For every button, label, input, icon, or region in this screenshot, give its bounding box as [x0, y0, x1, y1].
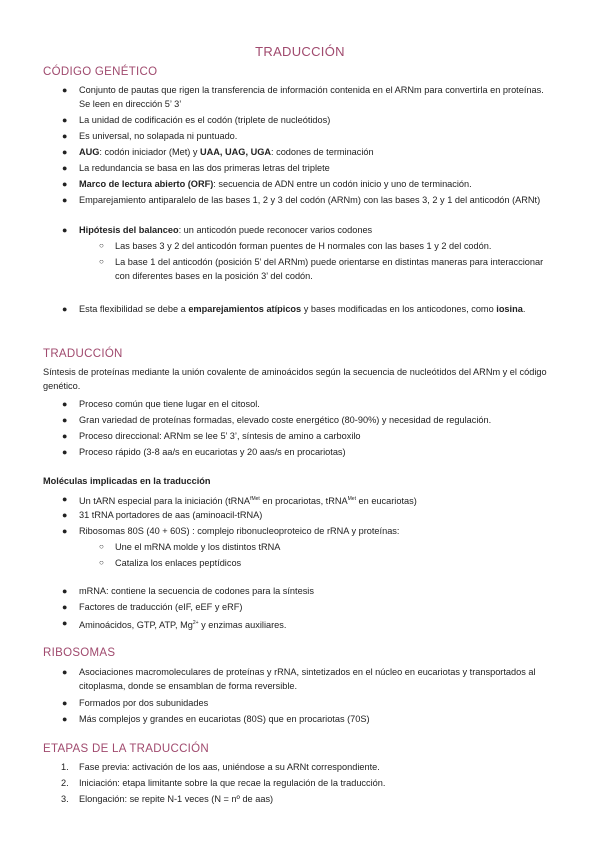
- bullet-icon: ●: [62, 447, 68, 457]
- amino-pre: Aminoácidos, GTP, ATP, Mg: [79, 620, 193, 631]
- bullet-icon: ●: [62, 304, 68, 314]
- heading-ribosomas: RIBOSOMAS: [43, 647, 116, 659]
- bullet-icon: ●: [62, 698, 68, 708]
- stop-text: codones de terminación: [276, 147, 374, 157]
- trna-mid: en procariotas, tRNA: [262, 496, 348, 507]
- amino-sup: 2+: [192, 620, 199, 626]
- codigo-subitem-1: Las bases 3 y 2 del anticodón forman puentes de H normales con las bases 1 y 2 del codón.: [115, 241, 492, 251]
- ribosomas-item-1: Asociaciones macromoleculares de proteínas y rRNA, sintetizados en el núcleo en eucariotas y transportados al citoplasma, donde se ensamblan de forma reversible.: [79, 667, 536, 691]
- heading-etapas: ETAPAS DE LA TRADUCCIÓN: [43, 743, 210, 755]
- aug-label: AUG: [79, 147, 100, 157]
- bullet-icon: ●: [62, 526, 68, 536]
- trna-post: en eucariotas): [358, 496, 417, 507]
- bullet-icon: ●: [62, 85, 68, 95]
- codigo-item-flexibility: [79, 302, 557, 316]
- ribosome-subitem-1: Une el mRNA molde y los distintos tRNA: [115, 542, 281, 552]
- bullet-icon: ●: [62, 494, 68, 504]
- sub-bullet-icon: ○: [99, 241, 104, 250]
- bullet-icon: ●: [62, 179, 68, 189]
- amino-post: y enzimas auxiliares.: [201, 620, 287, 631]
- orf-label: Marco de lectura abierto (ORF): [79, 179, 214, 189]
- etapa-item-3: Elongación: se repite N-1 veces (N = nº de aas): [79, 794, 274, 804]
- etapa-item-2: Iniciación: etapa limitante sobre la que recae la regulación de la traducción.: [79, 778, 386, 788]
- wobble-text: un anticodón puede reconocer varios codones: [183, 225, 373, 235]
- heading-traduccion: TRADUCCIÓN: [43, 348, 123, 360]
- step-number: 1.: [61, 762, 69, 772]
- bullet-icon: ●: [62, 714, 68, 724]
- sub-bullet-icon: ○: [99, 257, 104, 266]
- aug-text: codón iniciador (Met) y: [104, 147, 198, 157]
- traduccion-item-1: Proceso común que tiene lugar en el citosol.: [79, 399, 260, 409]
- trna-sup-met: Met: [347, 496, 356, 502]
- molecule-item-factors: Factores de traducción (eIF, eEF y eRF): [79, 602, 243, 612]
- orf-text: secuencia de ADN entre un codón inicio y uno de terminación.: [218, 179, 472, 189]
- ribosomas-item-3: Más complejos y grandes en eucariotas (80S) que en procariotas (70S): [79, 714, 370, 724]
- bullet-icon: ●: [62, 586, 68, 596]
- molecule-item-mrna: mRNA: contiene la secuencia de codones para la síntesis: [79, 586, 314, 596]
- bullet-icon: ●: [62, 225, 68, 235]
- heading-codigo-genetico: CÓDIGO GENÉTICO: [43, 66, 158, 78]
- codigo-subitem-2: La base 1 del anticodón (posición 5’ del ARNm) puede orientarse en distintas maneras para interaccionar con diferentes bases en la posición 3’ del codón.: [115, 257, 544, 281]
- codigo-item-2: La unidad de codificación es el codón (triplete de nucleótidos): [79, 115, 331, 125]
- codigo-item-4: AUG: codón iniciador (Met) y UAA, UAG, UGA: codones de terminación: [79, 147, 374, 157]
- bullet-icon: ●: [62, 667, 68, 677]
- sub-bullet-icon: ○: [99, 542, 104, 551]
- step-number: 2.: [61, 778, 69, 788]
- codigo-item-7: Emparejamiento antiparalelo de las bases 1, 2 y 3 del codón (ARNm) con las bases 3, 2 y 1 del anticodón (ARNt): [79, 195, 541, 205]
- flex-pre: Esta flexibilidad se debe a: [79, 304, 186, 314]
- bullet-icon: ●: [62, 163, 68, 173]
- traduccion-intro: Síntesis de proteínas mediante la unión covalente de aminoácidos según la secuencia de nucleótidos del ARNm y el código genético.: [43, 367, 547, 391]
- trna-sup-fmet: fMet: [250, 496, 260, 502]
- molecule-item-trna: [79, 492, 557, 508]
- bullet-icon: ●: [62, 510, 68, 520]
- flex-bold: emparejamientos atípicos: [188, 304, 302, 314]
- codigo-item-3: Es universal, no solapada ni puntuado.: [79, 131, 238, 141]
- molecule-item-2: 31 tRNA portadores de aas (aminoacil-tRNA): [79, 510, 263, 520]
- molecule-item-3: Ribosomas 80S (40 + 60S) : complejo ribonucleoproteico de rRNA y proteínas:: [79, 526, 400, 536]
- traduccion-item-2: Gran variedad de proteínas formadas, elevado coste energético (80-90%) y necesidad de regulación.: [79, 415, 492, 425]
- page-title: TRADUCCIÓN: [255, 44, 345, 59]
- wobble-label: Hipótesis del balanceo: [79, 225, 179, 235]
- bullet-icon: ●: [62, 399, 68, 409]
- ribosomas-item-2: Formados por dos subunidades: [79, 698, 209, 708]
- codigo-item-8: Hipótesis del balanceo: un anticodón puede reconocer varios codones: [79, 225, 373, 235]
- sub-bullet-icon: ○: [99, 558, 104, 567]
- flex-end: .: [522, 304, 526, 314]
- bullet-icon: ●: [62, 195, 68, 205]
- bullet-icon: ●: [62, 147, 68, 157]
- bullet-icon: ●: [62, 618, 68, 628]
- traduccion-item-4: Proceso rápido (3-8 aa/s en eucariotas y 20 aas/s en procariotas): [79, 447, 346, 457]
- stop-codons: UAA, UAG, UGA: [200, 147, 271, 157]
- trna-pre: Un tARN especial para la iniciación (tRNA: [79, 496, 251, 507]
- bullet-icon: ●: [62, 602, 68, 612]
- etapa-item-1: Fase previa: activación de los aas, uniéndose a su ARNt correspondiente.: [79, 762, 380, 772]
- traduccion-item-3: Proceso direccional: ARNm se lee 5’ 3’, síntesis de amino a carboxilo: [79, 431, 361, 441]
- codigo-item-5: La redundancia se basa en las dos primeras letras del triplete: [79, 163, 330, 173]
- ribosome-subitem-2: Cataliza los enlaces peptídicos: [115, 558, 242, 568]
- codigo-item-6: Marco de lectura abierto (ORF): secuencia de ADN entre un codón inicio y uno de terminación.: [79, 179, 472, 189]
- flex-bold2: iosina: [496, 304, 523, 314]
- step-number: 3.: [61, 794, 69, 804]
- molecules-heading: Moléculas implicadas en la traducción: [43, 476, 211, 486]
- bullet-icon: ●: [62, 431, 68, 441]
- codigo-item-1: Conjunto de pautas que rigen la transferencia de información contenida en el ARNm para convertirla en proteínas. Se leen en dirección 5’ 3’: [79, 85, 544, 109]
- bullet-icon: ●: [62, 115, 68, 125]
- bullet-icon: ●: [62, 131, 68, 141]
- flex-post: y bases modificadas en los anticodones, como: [303, 304, 494, 314]
- bullet-icon: ●: [62, 415, 68, 425]
- molecule-item-amino: [79, 616, 557, 632]
